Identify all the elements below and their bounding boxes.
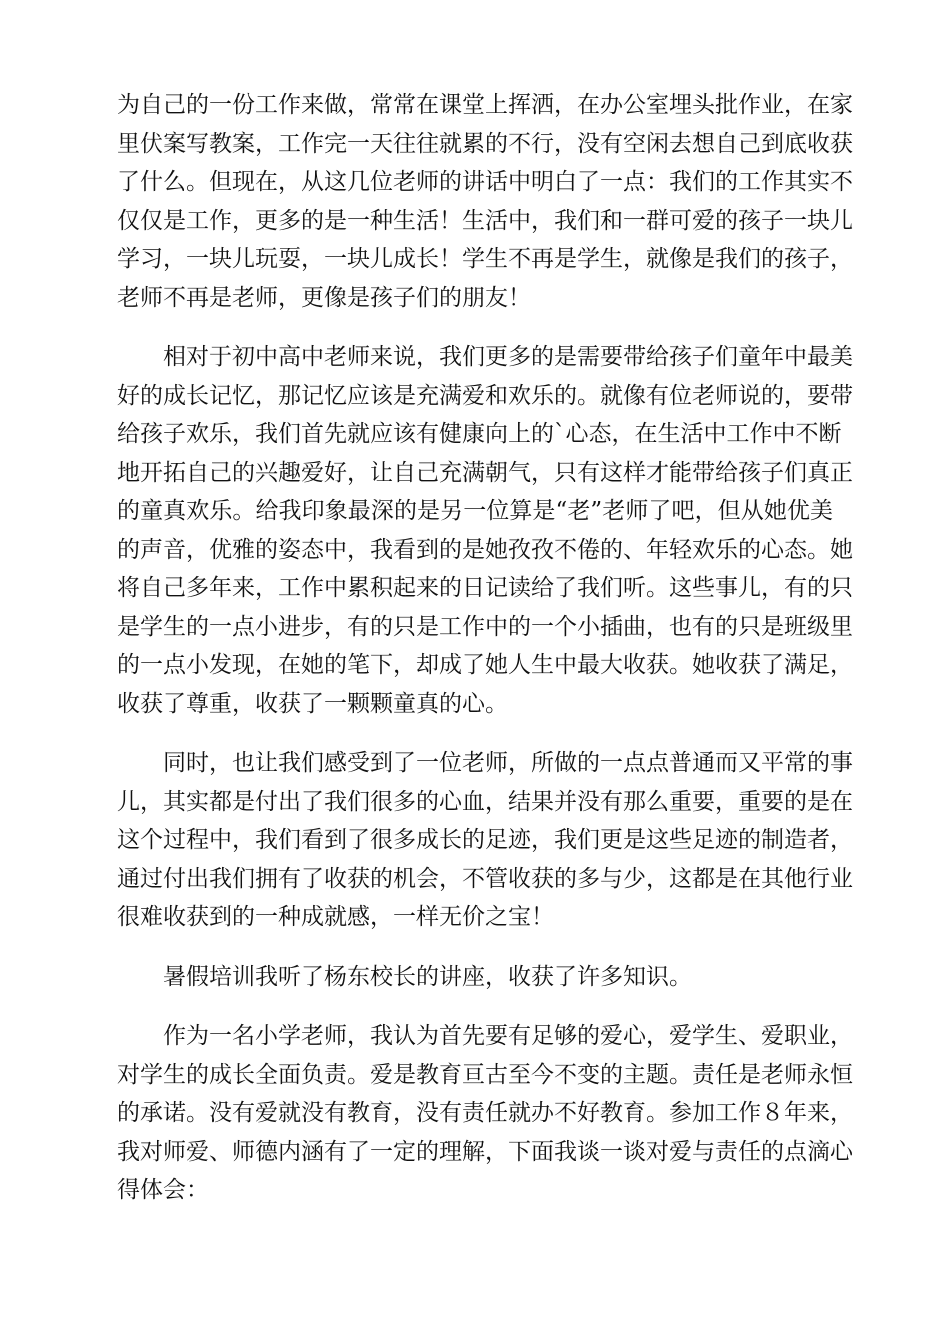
paragraph-line: 通过付出我们拥有了收获的机会，不管收获的多与少，这都是在其他行业: [117, 865, 853, 892]
paragraph-line: 老师不再是老师，更像是孩子们的朋友！: [117, 284, 531, 311]
paragraph-line: 儿，其实都是付出了我们很多的心血，结果并没有那么重要，重要的是在: [117, 788, 853, 815]
paragraph: [117, 338, 853, 723]
paragraph: [117, 744, 853, 937]
paragraph-line: 给孩子欢乐，我们首先就应该有健康向上的`心态，在生活中工作中不断: [117, 421, 842, 447]
paragraph-line: 对学生的成长全面负责。爱是教育亘古至今不变的主题。责任是老师永恒: [117, 1061, 853, 1088]
paragraph: [117, 958, 833, 997]
paragraph-line: 里伏案写教案，工作完一天往往就累的不行，没有空闲去想自己到底收获: [117, 130, 853, 157]
document-page: [117, 86, 853, 1231]
paragraph-line: 的一点小发现，在她的笔下，却成了她人生中最大收获。她收获了满足，: [117, 652, 853, 678]
paragraph-line: 地开拓自己的兴趣爱好，让自己充满朝气，只有这样才能带给孩子们真正: [117, 459, 853, 486]
paragraph-line: 仅仅是工作，更多的是一种生活！生活中，我们和一群可爱的孩子一块儿: [117, 207, 853, 234]
paragraph-line: 很难收获到的一种成就感，一样无价之宝！: [117, 904, 554, 930]
paragraph-line: 的声音，优雅的姿态中，我看到的是她孜孜不倦的、年轻欢乐的心态。她: [117, 536, 853, 563]
paragraph-line: 是学生的一点小进步，有的只是工作中的一个小插曲，也有的只是班级里: [117, 613, 853, 640]
paragraph-line: 的承诺。没有爱就没有教育，没有责任就办不好教育。参加工作８年来，: [117, 1100, 853, 1126]
paragraph: [117, 1017, 853, 1210]
paragraph-line: 这个过程中，我们看到了很多成长的足迹，我们更是这些足迹的制造者，: [117, 827, 853, 853]
paragraph-line: 同时，也让我们感受到了一位老师，所做的一点点普通而又平常的事: [163, 750, 853, 776]
paragraph-line: 作为一名小学老师，我认为首先要有足够的爱心，爱学生、爱职业，: [163, 1023, 853, 1049]
paragraph-line: 的童真欢乐。给我印象最深的是另一位算是“老”老师了吧，但从她优美: [117, 498, 833, 524]
paragraph-line: 将自己多年来，工作中累积起来的日记读给了我们听。这些事儿，有的只: [117, 575, 853, 601]
paragraph-line: 学习，一块儿玩耍，一块儿成长！学生不再是学生，就像是我们的孩子，: [117, 246, 853, 272]
paragraph-line: 为自己的一份工作来做，常常在课堂上挥洒，在办公室埋头批作业，在家: [117, 92, 853, 118]
paragraph-line: 我对师爱、师德内涵有了一定的理解，下面我谈一谈对爱与责任的点滴心: [117, 1138, 853, 1165]
paragraph-line: 相对于初中高中老师来说，我们更多的是需要带给孩子们童年中最美: [163, 344, 853, 370]
paragraph-line: 得体会：: [117, 1177, 209, 1203]
paragraph-line: 好的成长记忆，那记忆应该是充满爱和欢乐的。就像有位老师说的，要带: [117, 382, 853, 409]
paragraph-line: 暑假培训我听了杨东校长的讲座，收获了许多知识。: [163, 963, 692, 990]
paragraph-line: 了什么。但现在，从这几位老师的讲话中明白了一点：我们的工作其实不: [117, 169, 853, 195]
paragraph-line: 收获了尊重，收获了一颗颗童真的心。: [117, 690, 508, 717]
paragraph: [117, 86, 853, 317]
